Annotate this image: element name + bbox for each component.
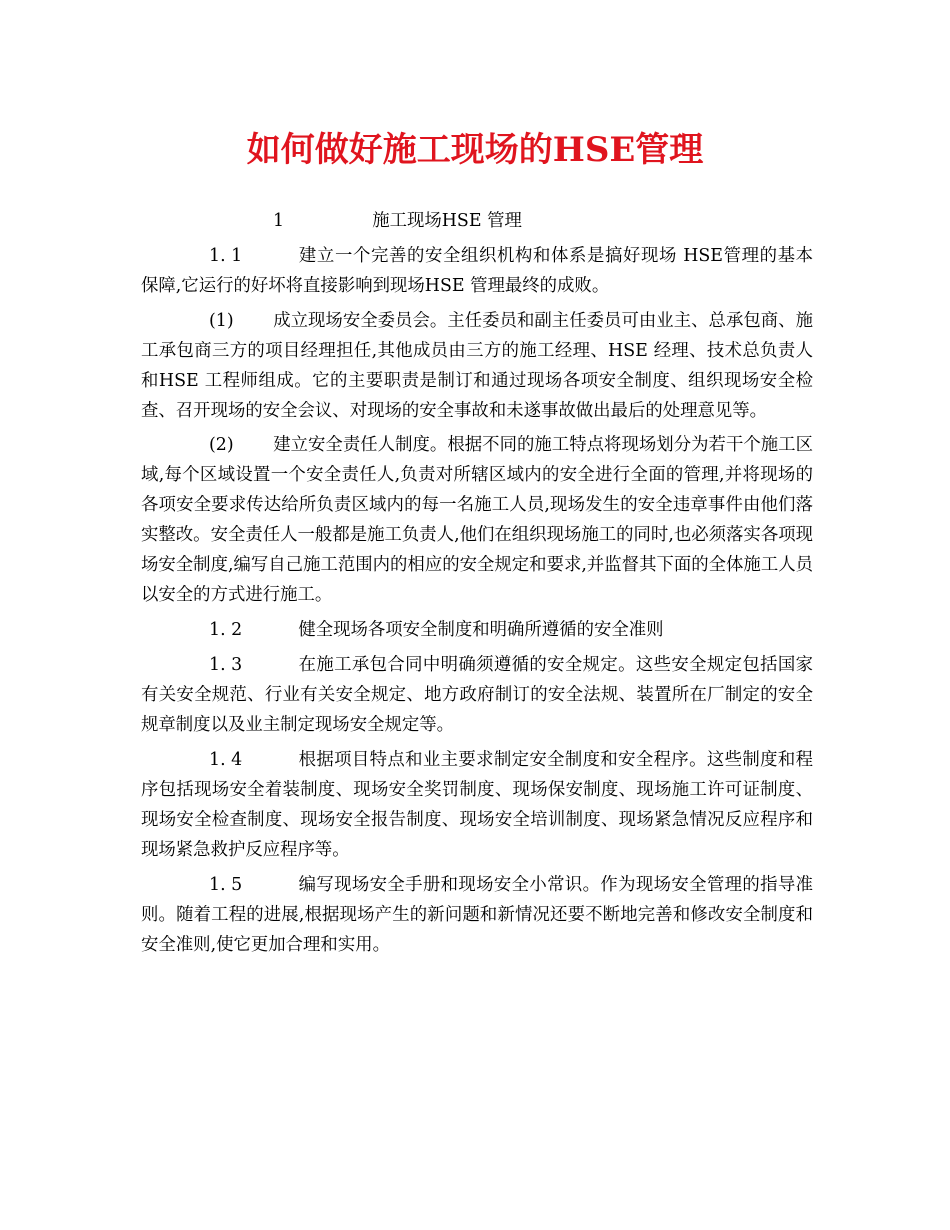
paragraph-number: 1 [273, 211, 285, 231]
paragraph-1-4 [141, 745, 813, 865]
paragraph-text: 成立现场安全委员会。主任委员和副主任委员可由业主、总承包商、施工承包商三方的项目经理担任,其他成员由三方的施工经理、HSE 经理、技术总负责人和HSE 工程师组成。它的主要职责是制订和通过现场各项安全制度、组织现场安全检查、召开现场的安全会议、对现场的安全事故和未遂事故做出最后的处理意见等。 [141, 310, 813, 421]
paragraph-text: 编写现场安全手册和现场安全小常识。作为现场安全管理的指导准则。随着工程的进展,根据现场产生的新问题和新情况还要不断地完善和修改安全制度和安全准则,使它更加合理和实用。 [141, 874, 813, 955]
paragraph-text: 在施工承包合同中明确须遵循的安全规定。这些安全规定包括国家有关安全规范、行业有关安全规定、地方政府制订的安全法规、装置所在厂制定的安全规章制度以及业主制定现场安全规定等。 [141, 654, 813, 735]
paragraph-number: 1. 1 [209, 245, 243, 266]
paragraph-number: 1. 4 [209, 749, 243, 770]
paragraph-text: 根据项目特点和业主要求制定安全制度和安全程序。这些制度和程序包括现场安全着装制度、现场安全奖罚制度、现场保安制度、现场施工许可证制度、现场安全检查制度、现场安全报告制度、现场安全培训制度、现场紧急情况反应程序和现场紧急救护反应程序等。 [141, 749, 813, 860]
paragraph-1-2 [141, 615, 813, 645]
paragraph-text: 建立一个完善的安全组织机构和体系是搞好现场 HSE管理的基本保障,它运行的好坏将直接影响到现场HSE 管理最终的成败。 [141, 245, 813, 296]
paragraph-1-5 [141, 870, 813, 960]
paragraph-text: 健全现场各项安全制度和明确所遵循的安全准则 [298, 620, 664, 641]
paragraph-text: 建立安全责任人制度。根据不同的施工特点将现场划分为若干个施工区域,每个区域设置一个安全责任人,负责对所辖区域内的安全进行全面的管理,并将现场的各项安全要求传达给所负责区域内的每一名施工人员,现场发生的安全违章事件由他们落实整改。安全责任人一般都是施工负责人,他们在组织现场施工的同时,也必须落实各项现场安全制度,编写自己施工范围内的相应的安全规定和要求,并监督其下面的全体施工人员以安全的方式进行施工。 [141, 435, 813, 606]
paragraph-item-2 [141, 430, 813, 610]
paragraph-number: 1. 3 [209, 654, 243, 675]
paragraph-number: 1. 2 [209, 620, 243, 641]
paragraph-number: 1. 5 [209, 874, 243, 895]
paragraph-1-3 [141, 650, 813, 740]
document-body [141, 206, 813, 964]
paragraph-item-1 [141, 306, 813, 426]
paragraph-1-1 [141, 241, 813, 301]
paragraph-number: (1) [209, 310, 234, 331]
paragraph-section-1 [141, 206, 813, 236]
paragraph-text: 施工现场HSE 管理 [372, 211, 522, 231]
paragraph-number: (2) [209, 435, 234, 456]
document-title: 如何做好施工现场的HSE管理 [246, 130, 704, 170]
